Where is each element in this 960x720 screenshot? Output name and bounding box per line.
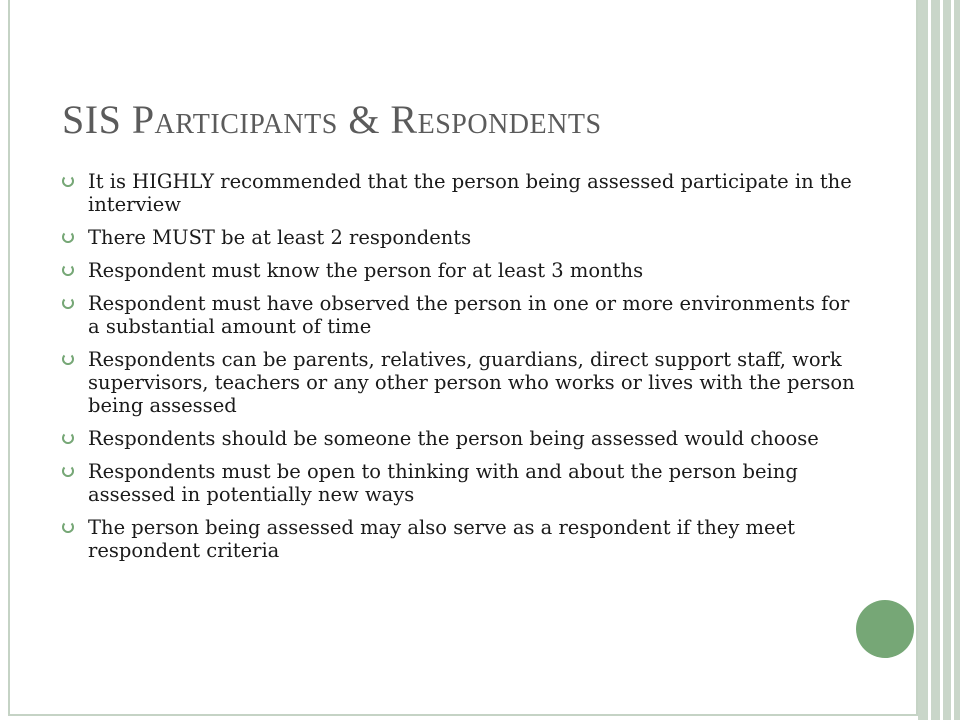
- bullet-arc-icon: [62, 353, 74, 365]
- bullet-arc-icon: [62, 231, 74, 243]
- bullet-arc-icon: [62, 521, 74, 533]
- bullet-item: [62, 348, 862, 417]
- right-decorative-band: [918, 0, 960, 720]
- slide-title: SIS Participants & Respondents: [62, 97, 602, 142]
- bullet-arc-icon: [62, 465, 74, 477]
- bullet-text: There MUST be at least 2 respondents: [88, 226, 472, 249]
- bullet-text: The person being assessed may also serve as a respondent if they meet respondent criteria: [88, 516, 795, 562]
- bullet-arc-icon: [62, 297, 74, 309]
- band-stripe: [951, 0, 954, 720]
- decorative-circle: [856, 600, 914, 658]
- bullet-arc-icon: [62, 175, 74, 187]
- bullet-item: [62, 460, 862, 506]
- band-stripe: [928, 0, 931, 720]
- bullet-item: [62, 516, 862, 562]
- bullet-text: Respondents can be parents, relatives, guardians, direct support staff, work supervisors, teachers or any other person who works or lives with the person being assessed: [88, 348, 855, 417]
- bullet-item: [62, 226, 862, 249]
- bullet-text: Respondent must have observed the person in one or more environments for a substantial amount of time: [88, 292, 850, 338]
- bullet-item: [62, 427, 862, 450]
- bullet-list: [62, 170, 862, 572]
- bullet-text: Respondents must be open to thinking with and about the person being assessed in potentially new ways: [88, 460, 798, 506]
- bullet-item: [62, 170, 862, 216]
- bullet-item: [62, 292, 862, 338]
- bullet-item: [62, 259, 862, 282]
- bullet-text: Respondents should be someone the person being assessed would choose: [88, 427, 819, 450]
- band-stripe: [940, 0, 943, 720]
- bullet-text: Respondent must know the person for at least 3 months: [88, 259, 644, 282]
- bullet-arc-icon: [62, 432, 74, 444]
- bullet-arc-icon: [62, 264, 74, 276]
- bullet-text: It is HIGHLY recommended that the person being assessed participate in the interview: [88, 170, 852, 216]
